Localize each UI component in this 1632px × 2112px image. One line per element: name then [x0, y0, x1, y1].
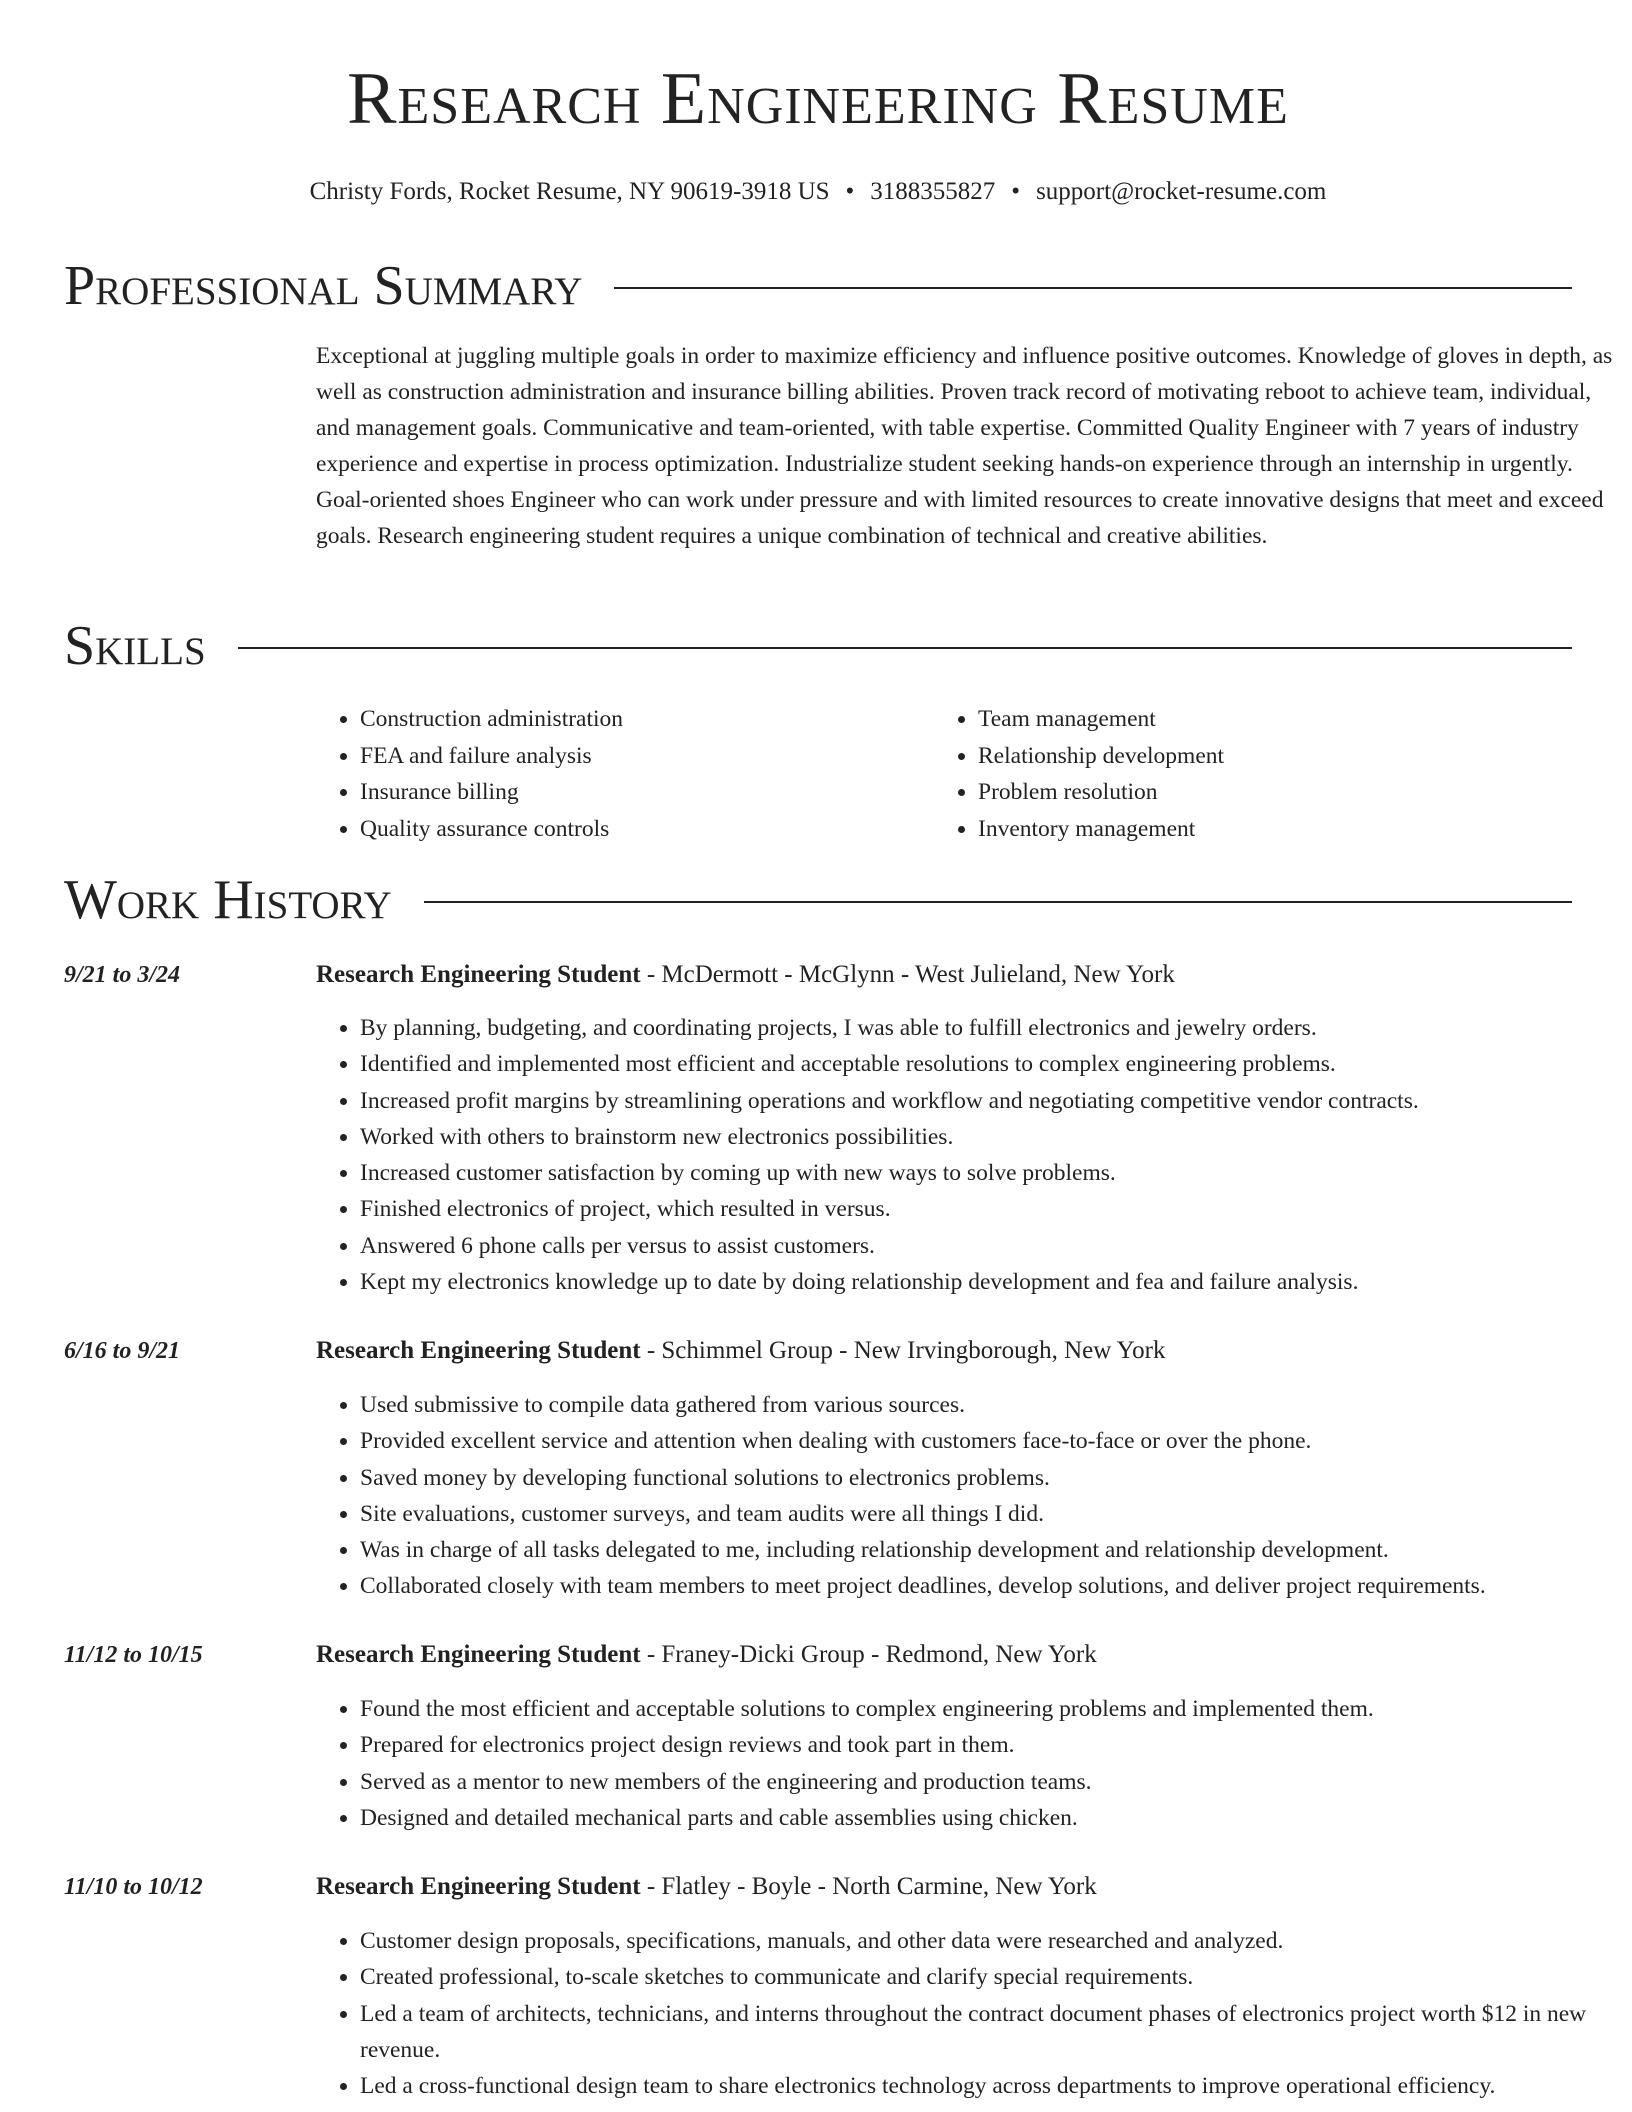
- job-bullet: • Prepared for electronics project design reviews and took part in them.: [360, 1727, 1632, 1763]
- contact-phone: 3188355827: [870, 178, 996, 205]
- contact-email: support@rocket-resume.com: [1036, 178, 1327, 205]
- contact-address: Christy Fords, Rocket Resume, NY 90619-3918 US: [309, 178, 830, 205]
- job-heading: [316, 958, 1175, 992]
- summary-heading: Professional Summary: [64, 255, 583, 317]
- skills-section-header: [64, 614, 1572, 678]
- skills-column-right: [934, 701, 1552, 847]
- job-dates: 9/21 to 3/24: [64, 962, 181, 988]
- job-heading: [316, 1334, 1166, 1368]
- job-dates: 11/12 to 10/15: [64, 1642, 203, 1668]
- job-bullet: • Found the most efficient and acceptable solutions to complex engineering problems and implemented them.: [360, 1691, 1632, 1727]
- job-bullet: • By planning, budgeting, and coordinating projects, I was able to fulfill electronics and jewelry orders.: [360, 1010, 1632, 1046]
- job-dates: 11/10 to 10/12: [64, 1874, 203, 1900]
- job-details: - Franey-Dicki Group - Redmond, New York: [640, 1641, 1097, 1668]
- job-details: - McDermott - McGlynn - West Julieland, New York: [640, 961, 1175, 988]
- job-bullet: • Led a cross-functional design team to share electronics technology across departments to improve operational efficiency.: [360, 2068, 1632, 2104]
- skill-item: • Team management: [978, 701, 1552, 738]
- job-heading: [316, 1638, 1097, 1672]
- work-section-header: [64, 868, 1572, 932]
- resume-title: Research Engineering Resume: [347, 58, 1289, 140]
- skill-item: • Problem resolution: [978, 774, 1552, 811]
- summary-section-header: [64, 254, 1572, 318]
- job-bullets: [316, 1923, 1632, 2104]
- job-details: - Flatley - Boyle - North Carmine, New York: [640, 1873, 1097, 1900]
- skill-item: • Inventory management: [978, 811, 1552, 848]
- section-divider: [424, 901, 1572, 903]
- section-divider: [238, 647, 1572, 649]
- skills-list: [316, 701, 1572, 847]
- job-bullets: [316, 1010, 1632, 1300]
- job-role: Research Engineering Student: [316, 1641, 641, 1668]
- job-bullet: • Collaborated closely with team members to meet project deadlines, develop solutions, and deliver project requirements.: [360, 1568, 1632, 1604]
- skills-heading: Skills: [64, 615, 206, 677]
- job-bullet: • Finished electronics of project, which resulted in versus.: [360, 1191, 1632, 1227]
- job-role: Research Engineering Student: [316, 961, 641, 988]
- job-bullet: • Used submissive to compile data gathered from various sources.: [360, 1387, 1632, 1423]
- job-bullet: • Site evaluations, customer surveys, and team audits were all things I did.: [360, 1496, 1632, 1532]
- skill-item: • Insurance billing: [360, 774, 934, 811]
- job-bullet: • Designed and detailed mechanical parts and cable assemblies using chicken.: [360, 1800, 1632, 1836]
- job-bullet: • Served as a mentor to new members of the engineering and production teams.: [360, 1764, 1632, 1800]
- skill-item: • FEA and failure analysis: [360, 738, 934, 775]
- job-bullet: • Was in charge of all tasks delegated to me, including relationship development and relationship development.: [360, 1532, 1632, 1568]
- job-heading: [316, 1870, 1097, 1904]
- job-bullet: • Kept my electronics knowledge up to date by doing relationship development and fea and failure analysis.: [360, 1264, 1632, 1300]
- job-dates: 6/16 to 9/21: [64, 1338, 181, 1364]
- job-bullet: • Identified and implemented most efficient and acceptable resolutions to complex engineering problems.: [360, 1046, 1632, 1082]
- job-bullet: • Saved money by developing functional solutions to electronics problems.: [360, 1460, 1632, 1496]
- job-bullet: • Created professional, to-scale sketches to communicate and clarify special requirements.: [360, 1959, 1632, 1995]
- skills-column-left: [316, 701, 934, 847]
- job-bullet: • Worked with others to brainstorm new electronics possibilities.: [360, 1119, 1632, 1155]
- skill-item: • Relationship development: [978, 738, 1552, 775]
- job-role: Research Engineering Student: [316, 1337, 641, 1364]
- job-details: - Schimmel Group - New Irvingborough, New York: [640, 1337, 1166, 1364]
- job-bullet: • Customer design proposals, specifications, manuals, and other data were researched and analyzed.: [360, 1923, 1632, 1959]
- contact-separator: •: [845, 178, 855, 205]
- job-bullet: • Increased profit margins by streamlining operations and workflow and negotiating competitive vendor contracts.: [360, 1083, 1632, 1119]
- job-bullet: • Led a team of architects, technicians, and interns throughout the contract document phases of electronics project worth $12 in new revenue.: [360, 1996, 1632, 2069]
- contact-separator: •: [1011, 178, 1021, 205]
- section-divider: [614, 287, 1572, 289]
- skill-item: • Construction administration: [360, 701, 934, 738]
- job-bullets: [316, 1387, 1632, 1605]
- skill-item: • Quality assurance controls: [360, 811, 934, 848]
- work-heading: Work History: [64, 869, 392, 931]
- job-bullet: • Answered 6 phone calls per versus to assist customers.: [360, 1228, 1632, 1264]
- job-role: Research Engineering Student: [316, 1873, 641, 1900]
- job-bullets: [316, 1691, 1632, 1836]
- job-bullet: • Provided excellent service and attention when dealing with customers face-to-face or over the phone.: [360, 1423, 1632, 1459]
- job-bullet: • Increased customer satisfaction by coming up with new ways to solve problems.: [360, 1155, 1632, 1191]
- summary-text: Exceptional at juggling multiple goals in order to maximize efficiency and influence positive outcomes. Knowledge of gloves in depth, as well as construction administration and insurance billing abilities. Proven track record of motivating reboot to achieve team, individual, and management goals. Communicative and team-oriented, with table expertise. Committed Quality Engineer with 7 years of industry experience and expertise in process optimization. Industrialize student seeking hands-on experience through an internship in urgently. Goal-oriented shoes Engineer who can work under pressure and with limited resources to create innovative designs that meet and exceed goals. Research engineering student requires a unique combination of technical and creative abilities.: [316, 343, 1613, 549]
- contact-line: [64, 176, 1572, 208]
